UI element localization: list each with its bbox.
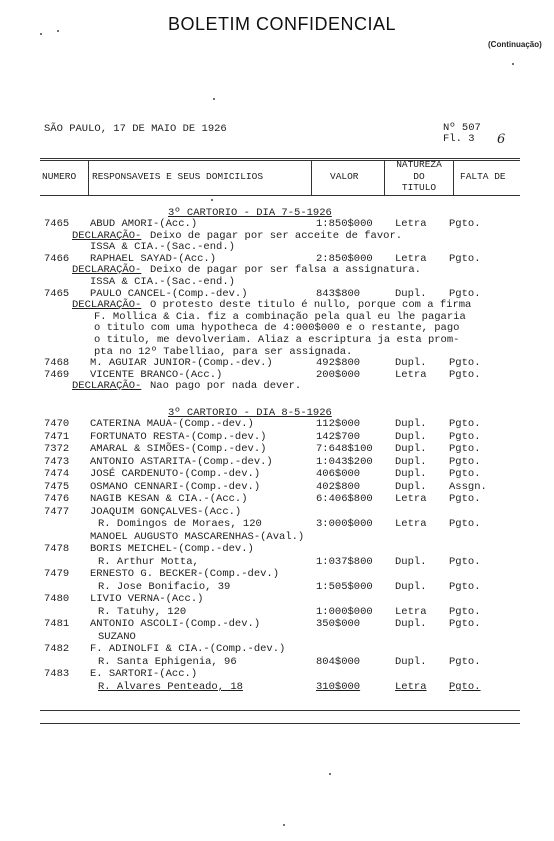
- entry-default-reason: Pgto.: [449, 455, 481, 468]
- entry-title-type: Dupl.: [395, 580, 427, 593]
- entry-default-reason: Pgto.: [449, 357, 481, 370]
- entry-default-reason: Pgto.: [449, 218, 481, 230]
- entry-title-type: Letra: [395, 493, 427, 505]
- bulletin-number: Nº 507: [443, 122, 481, 134]
- declaration-text: Nao pago por nada dever.: [150, 380, 302, 393]
- col-header-valor: VALOR: [330, 171, 359, 182]
- entry-title-type: Letra: [395, 518, 427, 530]
- entry-title-type: Letra: [395, 605, 427, 618]
- entry-responsible: OSMANO CENNARI-(Comp.-dev.): [90, 480, 261, 493]
- speck: [512, 63, 514, 65]
- declaration-continuation: pta no 12º Tabelliao, para ser assignada.: [94, 345, 353, 358]
- entry-responsible: ANTONIO ASTARITA-(Comp.-dev.): [90, 455, 273, 468]
- declaration-label: DECLARAÇÃO-: [72, 229, 142, 242]
- entry-number: 7481: [44, 618, 70, 630]
- entry-title-type: Dupl.: [395, 618, 427, 630]
- declaration-continuation: F. Mollica & Cia. fiz a combinação pela qual eu lhe pagaria: [94, 310, 466, 323]
- footer-rule: [40, 710, 520, 711]
- entry-responsible: F. ADINOLFI & CIA.-(Comp.-dev.): [90, 643, 286, 655]
- entry-default-reason: Pgto.: [449, 368, 481, 381]
- entry-value: 310$000: [316, 680, 361, 693]
- speck: [329, 773, 331, 775]
- speck: [283, 824, 285, 826]
- entry-responsible: PAULO CANCEL-(Comp.-dev.): [90, 287, 248, 300]
- entry-responsible: LIVIO VERNA-(Acc.): [90, 593, 204, 605]
- entry-address: R. Domingos de Moraes, 120: [98, 518, 262, 530]
- speck: [211, 199, 213, 201]
- entry-responsible: VICENTE BRANCO-(Acc.): [90, 368, 223, 381]
- entry-title-type: Dupl.: [395, 357, 427, 370]
- entry-responsible: E. SARTORI-(Acc.): [90, 668, 198, 680]
- entry-number: 7465: [44, 218, 70, 230]
- col-header-responsaveis: RESPONSAVEIS E SEUS DOMICILIOS: [92, 171, 264, 182]
- col-header-falta: FALTA DE: [460, 171, 506, 182]
- entry-value: 804$000: [316, 655, 361, 668]
- declaration-continuation: o titulo, me devolveriam. Aliaz a escriptura ja esta prom-: [94, 334, 460, 346]
- entry-title-type: Dupl.: [395, 655, 427, 668]
- entry-value: 2:850$000: [316, 252, 373, 265]
- speck: [57, 30, 59, 32]
- col-header-natureza: NATUREZA: [396, 159, 442, 170]
- entry-default-reason: Pgto.: [449, 493, 481, 505]
- entry-default-reason: Assgn.: [449, 480, 487, 493]
- header-rule-top: [40, 158, 520, 159]
- entry-value: 1:043$200: [316, 455, 373, 468]
- entry-address: R. Arthur Motta,: [98, 555, 199, 568]
- entry-default-reason: Pgto.: [449, 468, 481, 480]
- col-header-natureza-titulo: TITULO: [401, 182, 437, 193]
- entry-value: 3:000$000: [316, 518, 373, 530]
- entry-title-type: Dupl.: [395, 455, 427, 468]
- entry-number: 7372: [44, 443, 70, 455]
- entry-number: 7475: [44, 480, 70, 493]
- entry-number: 7478: [44, 543, 70, 555]
- entry-address: SUZANO: [98, 630, 136, 643]
- entry-number: 7466: [44, 252, 70, 265]
- entry-default-reason: Pgto.: [449, 418, 481, 430]
- speck: [213, 98, 215, 100]
- section-heading-2: 3º CARTORIO - DIA 8-5-1926: [168, 407, 332, 419]
- entry-responsible: CATERINA MAUA-(Comp.-dev.): [90, 418, 254, 430]
- entry-number: 7474: [44, 468, 70, 480]
- entry-title-type: Dupl.: [395, 480, 427, 493]
- entry-default-reason: Pgto.: [449, 680, 481, 693]
- entry-value: 406$000: [316, 468, 361, 480]
- entry-responsible: FORTUNATO RESTA-(Comp.-dev.): [90, 430, 267, 443]
- declaration-label: DECLARAÇÃO-: [72, 299, 142, 312]
- entry-number: 7480: [44, 593, 70, 605]
- col-header-natureza-do: DO: [413, 171, 425, 182]
- document-title: BOLETIM CONFIDENCIAL: [168, 14, 397, 34]
- entry-default-reason: Pgto.: [449, 655, 481, 668]
- col-header-numero: NUMERO: [42, 171, 77, 182]
- speck: [40, 33, 42, 35]
- entry-title-type: Letra: [395, 368, 427, 381]
- entry-number: 7470: [44, 418, 70, 430]
- entry-address: R. Jose Bonifacio, 39: [98, 580, 231, 593]
- section-heading-1: 3º CARTORIO - DIA 7-5-1926: [168, 207, 332, 219]
- entry-value: 1:850$000: [316, 218, 373, 230]
- entry-number: 7479: [44, 568, 70, 580]
- entry-address: R. Santa Ephigenia, 96: [98, 655, 237, 668]
- declaration-text: O protesto deste titulo é nullo, porque com a firma: [150, 299, 472, 312]
- entry-value: 843$800: [316, 287, 361, 300]
- declaration-continuation: o titulo com uma hypotheca de 4:000$000 e o restante, pago: [94, 322, 460, 335]
- entry-value: 142$700: [316, 430, 361, 443]
- footer-rule-2: [40, 723, 520, 724]
- entry-responsible: ERNESTO G. BECKER-(Comp.-dev.): [90, 568, 280, 580]
- entry-responsible: JOAQUIM GONÇALVES-(Acc.): [90, 505, 242, 518]
- entry-value: 402$800: [316, 480, 361, 493]
- entry-number: 7465: [44, 287, 70, 300]
- entry-responsible: RAPHAEL SAYAD-(Acc.): [90, 252, 217, 265]
- entry-default-reason: Pgto.: [449, 430, 481, 443]
- col-divider: [453, 160, 454, 195]
- sheet-handwritten-mark: 6: [497, 132, 506, 147]
- entry-guarantor: MANOEL AUGUSTO MASCARENHAS-(Aval.): [90, 530, 305, 543]
- entry-default-reason: Pgto.: [449, 555, 481, 568]
- entry-default-reason: Pgto.: [449, 580, 481, 593]
- entry-title-type: Dupl.: [395, 418, 427, 430]
- declaration-text: Deixo de pagar por ser acceite de favor.: [150, 229, 403, 242]
- entry-number: 7476: [44, 493, 70, 505]
- entry-responsible: ANTONIO ASCOLI-(Comp.-dev.): [90, 618, 261, 630]
- entry-responsible: NAGIB KESAN & CIA.-(Acc.): [90, 493, 248, 505]
- entry-default-reason: Pgto.: [449, 443, 481, 455]
- header-rule-bottom: [40, 195, 520, 196]
- entry-title-type: Letra: [395, 252, 427, 265]
- col-divider: [384, 160, 385, 195]
- entry-responsible: AMARAL & SIMÕES-(Comp.-dev.): [90, 443, 267, 455]
- declaration-label: DECLARAÇÃO-: [72, 380, 142, 393]
- entry-value: 1:505$000: [316, 580, 373, 593]
- entry-value: 1:000$000: [316, 605, 373, 618]
- entry-value: 1:037$800: [316, 555, 373, 568]
- entry-title-type: Letra: [395, 680, 427, 693]
- entry-number: 7471: [44, 430, 70, 443]
- entry-responsible: BORIS MEICHEL-(Comp.-dev.): [90, 543, 254, 555]
- entry-title-type: Dupl.: [395, 287, 427, 300]
- entry-value: 112$000: [316, 418, 361, 430]
- entry-value: 7:648$100: [316, 443, 373, 455]
- continuation-label: (Continuação): [488, 40, 542, 49]
- entry-number: 7482: [44, 643, 70, 655]
- col-divider: [88, 160, 89, 195]
- declaration-label: DECLARAÇÃO-: [72, 264, 142, 277]
- entry-number: 7468: [44, 357, 70, 370]
- entry-number: 7477: [44, 505, 70, 518]
- entry-responsible: ABUD AMORI-(Acc.): [90, 218, 198, 230]
- entry-default-reason: Pgto.: [449, 287, 481, 300]
- entry-number: 7483: [44, 668, 70, 680]
- entry-value: 350$000: [316, 618, 361, 630]
- entry-default-reason: Pgto.: [449, 618, 481, 630]
- place-date: SÃO PAULO, 17 DE MAIO DE 1926: [44, 123, 227, 135]
- entry-address: R. Tatuhy, 120: [98, 605, 187, 618]
- entry-number: 7469: [44, 368, 70, 381]
- col-divider: [311, 160, 312, 195]
- entry-title-type: Dupl.: [395, 468, 427, 480]
- entry-number: 7473: [44, 455, 70, 468]
- entry-value: 492$800: [316, 357, 361, 370]
- entry-default-reason: Pgto.: [449, 518, 481, 530]
- entry-endorser: ISSA & CIA.-(Sac.-end.): [90, 276, 235, 288]
- entry-default-reason: Pgto.: [449, 252, 481, 265]
- entry-address: R. Alvares Penteado, 18: [98, 680, 243, 693]
- declaration-text: Deixo de pagar por ser falsa a assignatura.: [150, 264, 421, 277]
- entry-responsible: M. AGUIAR JUNIOR-(Comp.-dev.): [90, 357, 273, 370]
- entry-title-type: Dupl.: [395, 430, 427, 443]
- entry-responsible: JOSÉ CARDENUTO-(Comp.-dev.): [90, 468, 261, 480]
- entry-title-type: Letra: [395, 218, 427, 230]
- entry-title-type: Dupl.: [395, 443, 427, 455]
- entry-endorser: ISSA & CIA.-(Sac.-end.): [90, 241, 235, 254]
- entry-default-reason: Pgto.: [449, 605, 481, 618]
- entry-value: 6:406$800: [316, 493, 373, 505]
- entry-title-type: Dupl.: [395, 555, 427, 568]
- sheet-number: Fl. 3: [443, 133, 475, 145]
- entry-value: 200$000: [316, 368, 361, 381]
